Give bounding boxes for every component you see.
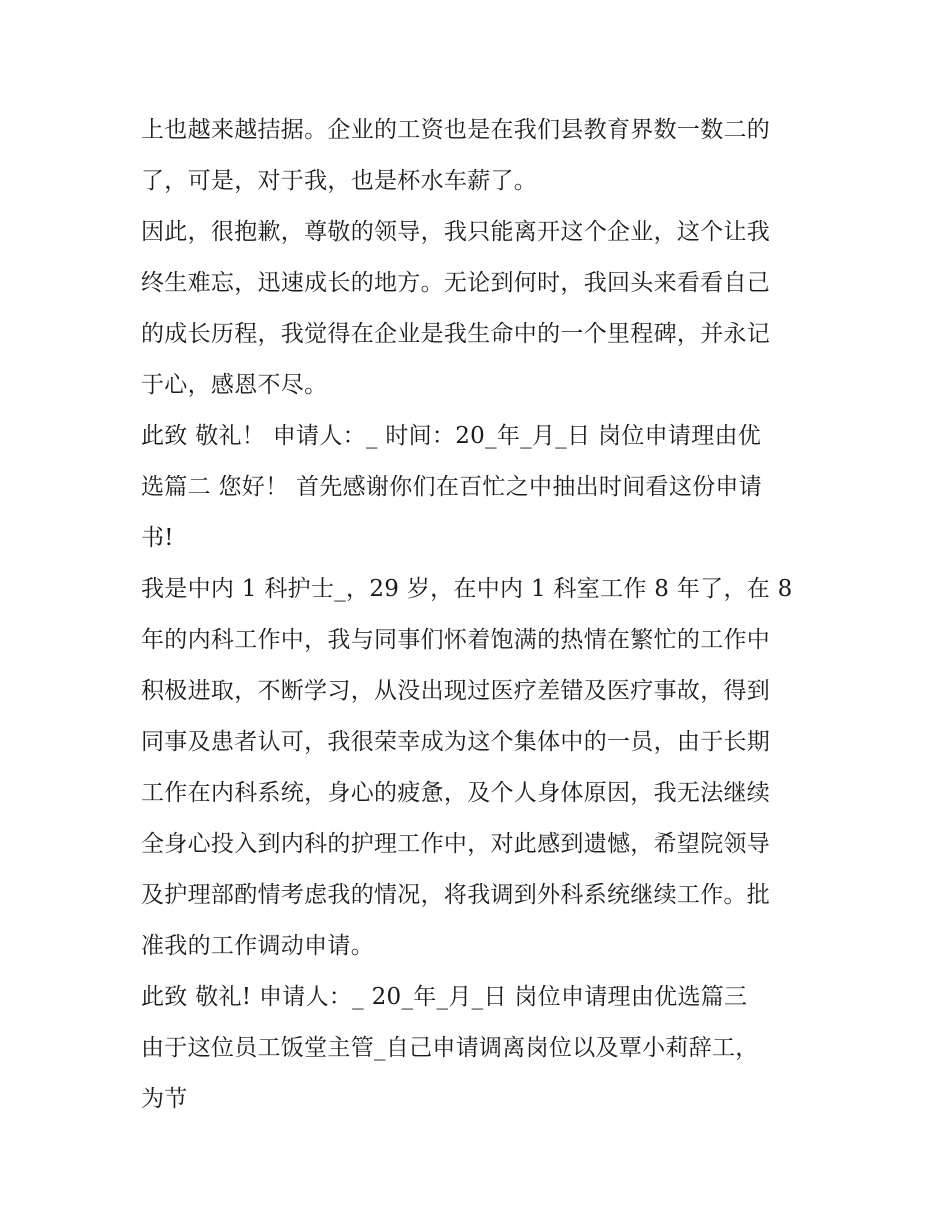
text-line: 的成长历程，我觉得在企业是我生命中的一个里程碑，并永记 xyxy=(141,321,771,347)
text-line: 此致 敬礼！ 申请人：_ 时间：20_年_月_日 岗位申请理由优 xyxy=(141,423,762,449)
text-line: 由于这位员工饭堂主管_自己申请调离岗位以及覃小莉辞工， xyxy=(141,1035,759,1061)
text-line: 因此，很抱歉，尊敬的领导，我只能离开这个企业，这个让我 xyxy=(141,219,771,245)
text-line: 积极进取，不断学习，从没出现过医疗差错及医疗事故，得到 xyxy=(141,678,771,704)
text-line: 此致 敬礼! 申请人：_ 20_年_月_日 岗位申请理由优选篇三 xyxy=(141,984,748,1010)
text-line: 为节 xyxy=(141,1086,188,1112)
text-line: 工作在内科系统，身心的疲惫，及个人身体原因，我无法继续 xyxy=(141,780,771,806)
text-line: 于心，感恩不尽。 xyxy=(141,372,328,398)
text-line: 终生难忘，迅速成长的地方。无论到何时，我回头来看看自己 xyxy=(141,270,771,296)
text-line: 准我的工作调动申请。 xyxy=(141,933,374,959)
text-line: 选篇二 您好！ 首先感谢你们在百忙之中抽出时间看这份申请 xyxy=(141,474,763,500)
body-text xyxy=(141,105,821,1125)
text-line: 了，可是，对于我，也是杯水车薪了。 xyxy=(141,168,538,194)
text-line: 书! xyxy=(141,525,174,551)
text-line: 同事及患者认可，我很荣幸成为这个集体中的一员，由于长期 xyxy=(141,729,771,755)
text-line: 上也越来越拮据。企业的工资也是在我们县教育界数一数二的 xyxy=(141,117,771,143)
text-line: 及护理部酌情考虑我的情况，将我调到外科系统继续工作。批 xyxy=(141,882,771,908)
text-line: 全身心投入到内科的护理工作中，对此感到遗憾，希望院领导 xyxy=(141,831,771,857)
text-line: 年的内科工作中，我与同事们怀着饱满的热情在繁忙的工作中 xyxy=(141,627,771,653)
text-line: 我是中内 1 科护士_，29 岁，在中内 1 科室工作 8 年了，在 8 xyxy=(141,576,793,602)
